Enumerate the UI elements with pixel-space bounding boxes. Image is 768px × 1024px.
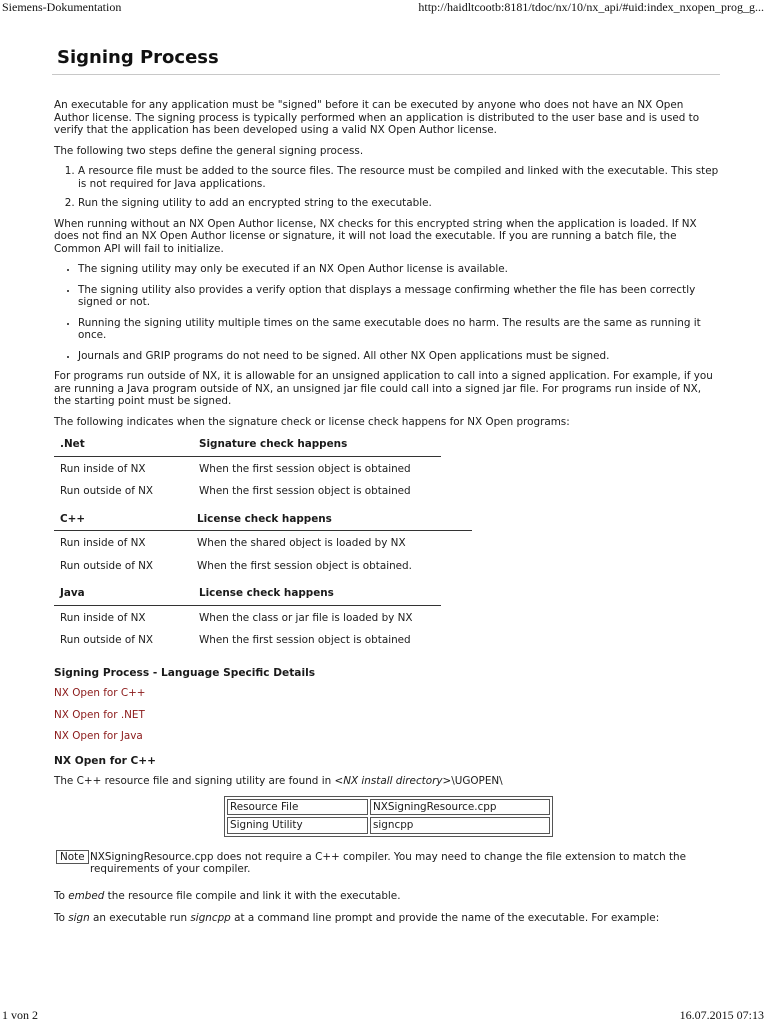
cpp-location-text: The C++ resource file and signing utility are found in < <box>54 775 344 787</box>
bullet-item: • Running the signing utility multiple times on the same executable does no harm. The results are the same as running it once. <box>78 317 720 342</box>
table-row <box>54 531 472 554</box>
table-cell-when: When the first session object is obtained <box>199 462 411 475</box>
cpp-heading: NX Open for C++ <box>54 754 157 767</box>
table-row <box>54 479 441 502</box>
running-without-paragraph: When running without an NX Open Author license, NX checks for this encrypted string when the application is loaded. If NX does not find an NX Open Author license or signature, it will not load the executable. If you are running a batch file, the Common API will fail to initialize. <box>54 217 697 255</box>
print-header <box>0 0 768 16</box>
page-counter: 1 von 2 <box>2 1008 38 1022</box>
print-footer <box>0 1008 768 1024</box>
cpp-check-table <box>54 513 472 577</box>
table-row <box>227 799 550 816</box>
table-header-lang: .Net <box>54 438 193 456</box>
embed-post: the resource file compile and link it with the executable. <box>104 889 401 902</box>
bullet-item: • The signing utility may only be executed if an NX Open Author license is available. <box>78 263 720 276</box>
table-cell-where: Run inside of NX <box>60 611 146 624</box>
file-label: Signing Utility <box>227 817 368 834</box>
cpp-location-paragraph <box>54 775 720 788</box>
print-timestamp: 16.07.2015 07:13 <box>679 1008 764 1022</box>
note-text: NXSigningResource.cpp does not require a C++ compiler. You may need to change the file extension to match the requirements of your compiler. <box>90 850 687 875</box>
intro-paragraph: An executable for any application must be "signed" before it can be executed by anyone who does not have an NX Open Author license. The signing process is typically performed when an application is distributed to the user base and is used to verify that the application has been developed using a valid NX Open Author license. <box>54 99 700 136</box>
embed-paragraph <box>54 890 720 903</box>
step-item: 1. A resource file must be added to the source files. The resource must be compiled and linked with the executable. This step is not required for Java applications. <box>78 165 720 190</box>
dotnet-check-table <box>54 438 441 502</box>
table-cell-where: Run inside of NX <box>60 537 146 549</box>
sign-mid: an executable run <box>89 912 191 924</box>
title-divider <box>52 74 720 75</box>
table-header-check: Signature check happens <box>193 438 441 456</box>
table-cell-when: When the first session object is obtained <box>199 634 411 646</box>
table-cell-when: When the first session object is obtained <box>199 485 411 497</box>
table-cell-where: Run outside of NX <box>60 559 154 572</box>
table-cell-when: When the shared object is loaded by NX <box>197 537 406 549</box>
steps-list <box>54 165 720 210</box>
bullet-item: • Journals and GRIP programs do not need to be signed. All other NX Open applications must be signed. <box>78 350 720 363</box>
table-cell-when: When the first session object is obtained. <box>197 559 412 572</box>
table-cell-when: When the class or jar file is loaded by NX <box>199 611 413 624</box>
step-item: 2. Run the signing utility to add an encrypted string to the executable. <box>78 197 720 210</box>
main-content <box>54 99 720 933</box>
link-nx-open-cpp[interactable]: NX Open for C++ <box>54 687 146 699</box>
table-row <box>54 456 441 479</box>
embed-pre: To <box>54 889 69 902</box>
table-header-check: License check happens <box>193 587 441 605</box>
page-title: Signing Process <box>57 47 219 68</box>
table-row <box>54 554 472 577</box>
tables-intro: The following indicates when the signature check or license check happens for NX Open programs: <box>54 415 570 428</box>
table-cell-where: Run inside of NX <box>60 462 146 475</box>
cpp-location-em: NX install directory <box>343 775 443 787</box>
file-value: signcpp <box>370 817 550 834</box>
table-cell-where: Run outside of NX <box>60 634 154 646</box>
table-header-lang: Java <box>54 587 193 605</box>
cpp-files-table <box>224 796 553 837</box>
note-label: Note <box>56 850 89 865</box>
cpp-location-path: >\UGOPEN\ <box>442 775 503 787</box>
sign-command: signcpp <box>190 912 231 924</box>
table-cell-where: Run outside of NX <box>60 485 154 497</box>
sign-em: sign <box>68 912 90 924</box>
file-value: NXSigningResource.cpp <box>370 799 550 816</box>
bullet-item: • The signing utility also provides a verify option that displays a message confirming whether the file has been correctly signed or not. <box>78 284 720 309</box>
embed-em: embed <box>68 889 105 902</box>
java-check-table <box>54 587 441 651</box>
sign-pre: To <box>54 912 69 924</box>
print-header-url: http://haidltcootb:8181/tdoc/nx/10/nx_api/#uid:index_nxopen_prog_g... <box>418 0 764 14</box>
file-label: Resource File <box>227 799 368 816</box>
table-header-check: License check happens <box>191 513 472 531</box>
link-nx-open-java[interactable]: NX Open for Java <box>54 730 143 742</box>
table-row <box>54 605 441 628</box>
print-header-left: Siemens-Dokumentation <box>2 0 122 14</box>
sign-post: at a command line prompt and provide the name of the executable. For example: <box>230 912 660 924</box>
details-heading: Signing Process - Language Specific Details <box>54 666 316 679</box>
table-row <box>54 628 441 651</box>
outside-paragraph: For programs run outside of NX, it is allowable for an unsigned application to call into a signed application. For example, if you are running a Java program outside of NX, an unsigned jar file could call into a signed jar file. For programs run inside of NX, the starting point must be signed. <box>54 370 713 407</box>
table-row <box>227 817 550 834</box>
table-header-lang: C++ <box>54 513 191 531</box>
note-block <box>54 851 720 876</box>
sign-paragraph <box>54 912 720 925</box>
steps-intro: The following two steps define the general signing process. <box>54 144 364 157</box>
notes-bullet-list <box>54 263 720 362</box>
link-nx-open-dotnet[interactable]: NX Open for .NET <box>54 708 145 721</box>
